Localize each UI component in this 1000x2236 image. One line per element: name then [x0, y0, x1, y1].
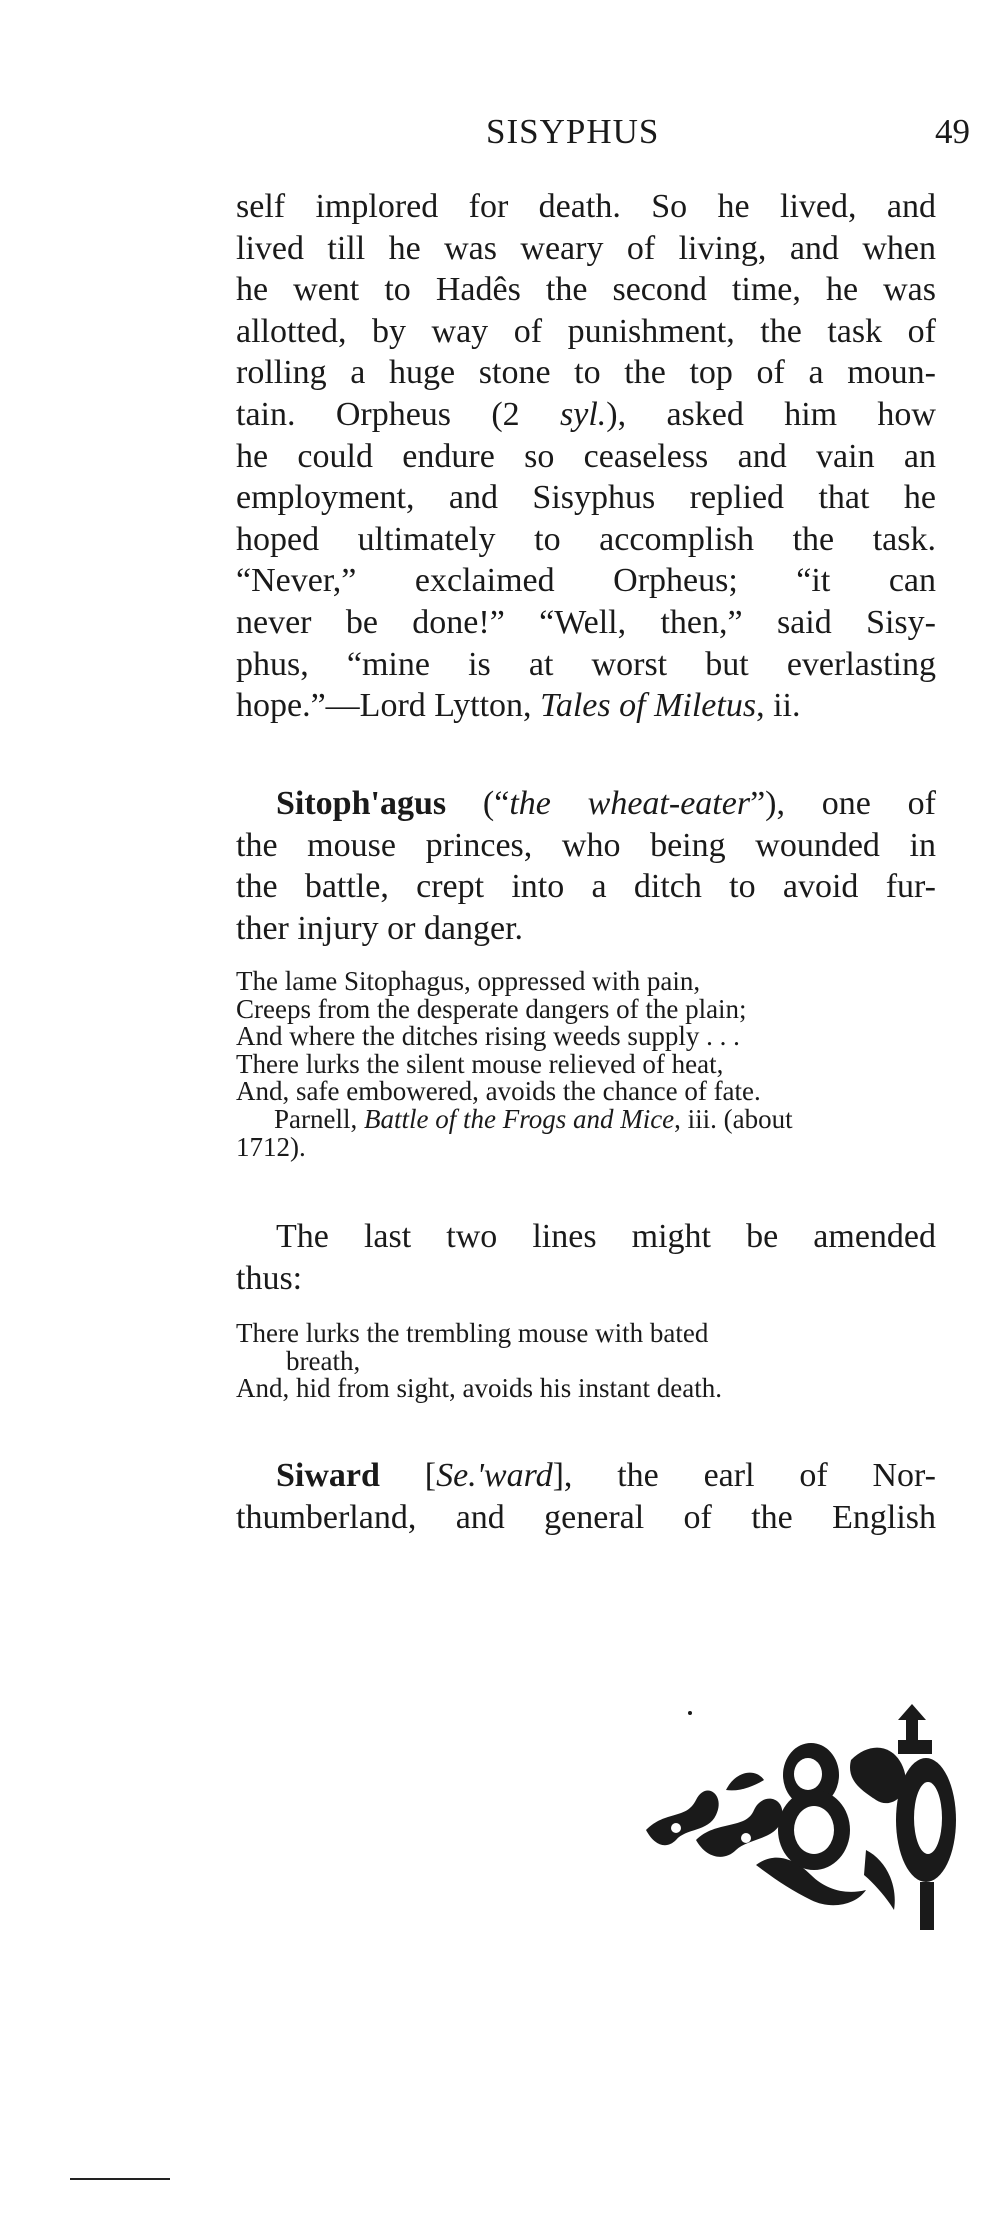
sitophagus-entry [236, 783, 936, 949]
siward-entry [236, 1455, 936, 1538]
text-run: ”), one of [750, 785, 936, 822]
text-line: never be done!” “Well, then,” said Sisy- [236, 603, 936, 641]
verse-line: Creeps from the desperate dangers of the plain; [236, 993, 747, 1024]
text-line: employment, and Sisyphus replied that he [236, 479, 936, 517]
verse-line: And, hid from sight, avoids his instant death. [236, 1373, 722, 1404]
siward-paragraph [236, 1455, 936, 1538]
text-run: ), asked him how [606, 395, 936, 433]
text-line: ther injury or danger. [236, 909, 524, 947]
amendment-paragraph [236, 1216, 936, 1299]
text-line: the mouse princes, who being wounded in [236, 826, 936, 864]
citation-line [236, 1103, 936, 1134]
italic-run: Tales of Miletus [540, 687, 757, 725]
text-line: Siward [Se.'ward], the earl of Nor- [276, 1457, 936, 1494]
verse-line: breath, [286, 1345, 361, 1376]
text-line: self implored for death. So he lived, and [236, 188, 936, 225]
verse-block [236, 1320, 936, 1403]
verse-line: There lurks the trembling mouse with bated [236, 1318, 709, 1348]
text-run: hope.”—Lord Lytton, [236, 687, 541, 725]
text-run: (“ [446, 785, 510, 822]
citation-line: 1712). [236, 1131, 306, 1162]
running-head [0, 112, 1000, 160]
sitophagus-paragraph [236, 783, 936, 949]
headword: Siward [276, 1457, 380, 1494]
text-run: , ii. [756, 687, 801, 725]
sisyphus-paragraph [236, 186, 936, 727]
text-line [236, 394, 936, 436]
italic-run: syl. [560, 395, 607, 433]
running-title: SISYPHUS [486, 112, 660, 151]
text-line: “Never,” exclaimed Orpheus; “it can [236, 562, 936, 600]
amendment-text [236, 1216, 936, 1299]
amended-quotation [236, 1320, 936, 1403]
citation-title: Battle of the Frogs and Mice [363, 1103, 675, 1134]
text-line: thus: [236, 1259, 303, 1297]
text-line: rolling a huge stone to the top of a moun- [236, 354, 936, 392]
verse-block [236, 968, 936, 1161]
text-run: , iii. (about [674, 1103, 793, 1134]
cherub-vignette-icon [636, 1700, 956, 1950]
sisyphus-entry [236, 186, 936, 727]
verse-line: And where the ditches rising weeds supply . . . [236, 1021, 740, 1052]
verse-line: There lurks the silent mouse relieved of heat, [236, 1048, 724, 1079]
text-line: hoped ultimately to accomplish the task. [236, 520, 936, 558]
text-line: he could endure so ceaseless and vain an [236, 437, 936, 475]
text-line: the battle, crept into a ditch to avoid fur- [236, 868, 936, 906]
text-line: The last two lines might be amended [276, 1218, 936, 1255]
headword: Sitoph'agus [276, 785, 447, 822]
text-line: he went to Hadês the second time, he was [236, 271, 936, 309]
verse-line: The lame Sitophagus, oppressed with pain, [236, 966, 701, 996]
text-line [236, 783, 936, 825]
text-line [236, 685, 936, 727]
citation-author: Parnell, [274, 1103, 364, 1134]
text-line: phus, “mine is at worst but everlasting [236, 645, 936, 683]
sitophagus-quotation [236, 968, 936, 1161]
footer-rule [70, 2178, 170, 2180]
verse-line: And, safe embowered, avoids the chance of fate. [236, 1076, 761, 1107]
text-line: thumberland, and general of the English [236, 1498, 936, 1536]
pronunciation: Se.'ward [436, 1457, 553, 1494]
italic-run: the wheat-eater [509, 785, 751, 822]
text-line: lived till he was weary of living, and when [236, 229, 936, 267]
text-line: allotted, by way of punishment, the task of [236, 312, 936, 350]
text-run: tain. Orpheus (2 [236, 395, 561, 433]
text-run: , the earl of Nor- [563, 1457, 936, 1494]
page-number: 49 [935, 112, 970, 151]
